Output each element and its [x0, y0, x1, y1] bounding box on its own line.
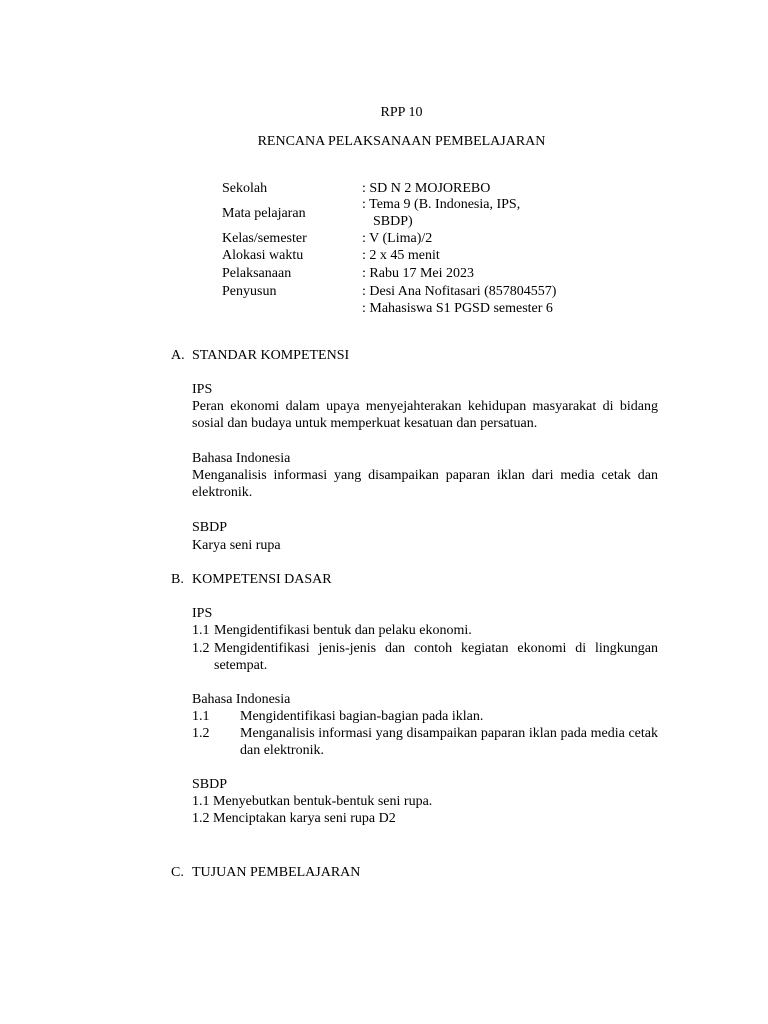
- sk-sbdp-subject: SBDP: [192, 520, 228, 535]
- kd-bindo-item: [192, 725, 658, 759]
- identity-label-kelas: Kelas/semester: [222, 231, 307, 246]
- identity-value-alokasi: : 2 x 45 menit: [362, 248, 440, 263]
- identity-label-alokasi: Alokasi waktu: [222, 248, 304, 263]
- identity-value-mapel-cont: SBDP): [373, 214, 413, 229]
- section-a-letter: A.: [171, 348, 185, 363]
- kd-bindo-item-num: 1.2: [192, 726, 210, 741]
- kd-bindo-item: [192, 708, 658, 725]
- kd-ips-item-num: 1.1: [192, 623, 210, 638]
- kd-sbdp-subject: SBDP: [192, 777, 228, 792]
- sk-ips-text: Peran ekonomi dalam upaya menyejahterakan kehidupan masyarakat di bidang sosial dan budaya untuk memperkuat kesatuan dan persatuan.: [192, 399, 658, 431]
- kd-sbdp-item: 1.2 Menciptakan karya seni rupa D2: [192, 811, 396, 826]
- kd-ips-item: [192, 622, 658, 639]
- identity-label-sekolah: Sekolah: [222, 181, 268, 196]
- sk-sbdp-text: Karya seni rupa: [192, 538, 281, 553]
- kd-ips-item: [192, 640, 658, 674]
- document-title: RENCANA PELAKSANAAN PEMBELAJARAN: [257, 134, 546, 149]
- kd-sbdp-item: 1.1 Menyebutkan bentuk-bentuk seni rupa.: [192, 794, 433, 809]
- kd-ips-item-text: Mengidentifikasi bentuk dan pelaku ekonomi.: [214, 623, 472, 638]
- kd-bindo-subject: Bahasa Indonesia: [192, 692, 291, 707]
- rpp-number: RPP 10: [380, 105, 423, 120]
- section-a-heading: STANDAR KOMPETENSI: [192, 348, 350, 363]
- identity-label-mapel: Mata pelajaran: [222, 206, 306, 221]
- identity-value-sekolah: : SD N 2 MOJOREBO: [362, 181, 491, 196]
- kd-bindo-item-text: Mengidentifikasi bagian-bagian pada iklan.: [240, 709, 484, 724]
- identity-label-penyusun: Penyusun: [222, 284, 277, 299]
- kd-bindo-item-num: 1.1: [192, 709, 210, 724]
- identity-label-pelaksanaan: Pelaksanaan: [222, 266, 292, 281]
- section-b-heading: KOMPETENSI DASAR: [192, 572, 332, 587]
- section-c-heading: TUJUAN PEMBELAJARAN: [192, 865, 361, 880]
- kd-ips-item-text: Mengidentifikasi jenis-jenis dan contoh kegiatan ekonomi di lingkungan setempat.: [214, 641, 658, 673]
- section-b-letter: B.: [171, 572, 184, 587]
- kd-ips-subject: IPS: [192, 606, 213, 621]
- kd-bindo-item-text: Menganalisis informasi yang disampaikan paparan iklan pada media cetak dan elektronik.: [240, 726, 658, 758]
- sk-bindo-subject: Bahasa Indonesia: [192, 451, 291, 466]
- sk-ips-subject: IPS: [192, 382, 213, 397]
- identity-value-mapel: : Tema 9 (B. Indonesia, IPS,: [362, 197, 521, 212]
- identity-value-kelas: : V (Lima)/2: [362, 231, 433, 246]
- kd-ips-item-num: 1.2: [192, 641, 210, 656]
- sk-bindo-text: Menganalisis informasi yang disampaikan paparan iklan dari media cetak dan elektronik.: [192, 468, 658, 500]
- section-c-letter: C.: [171, 865, 184, 880]
- identity-value-penyusun-cont: : Mahasiswa S1 PGSD semester 6: [362, 301, 553, 316]
- identity-value-penyusun: : Desi Ana Nofitasari (857804557): [362, 284, 557, 299]
- identity-value-pelaksanaan: : Rabu 17 Mei 2023: [362, 266, 474, 281]
